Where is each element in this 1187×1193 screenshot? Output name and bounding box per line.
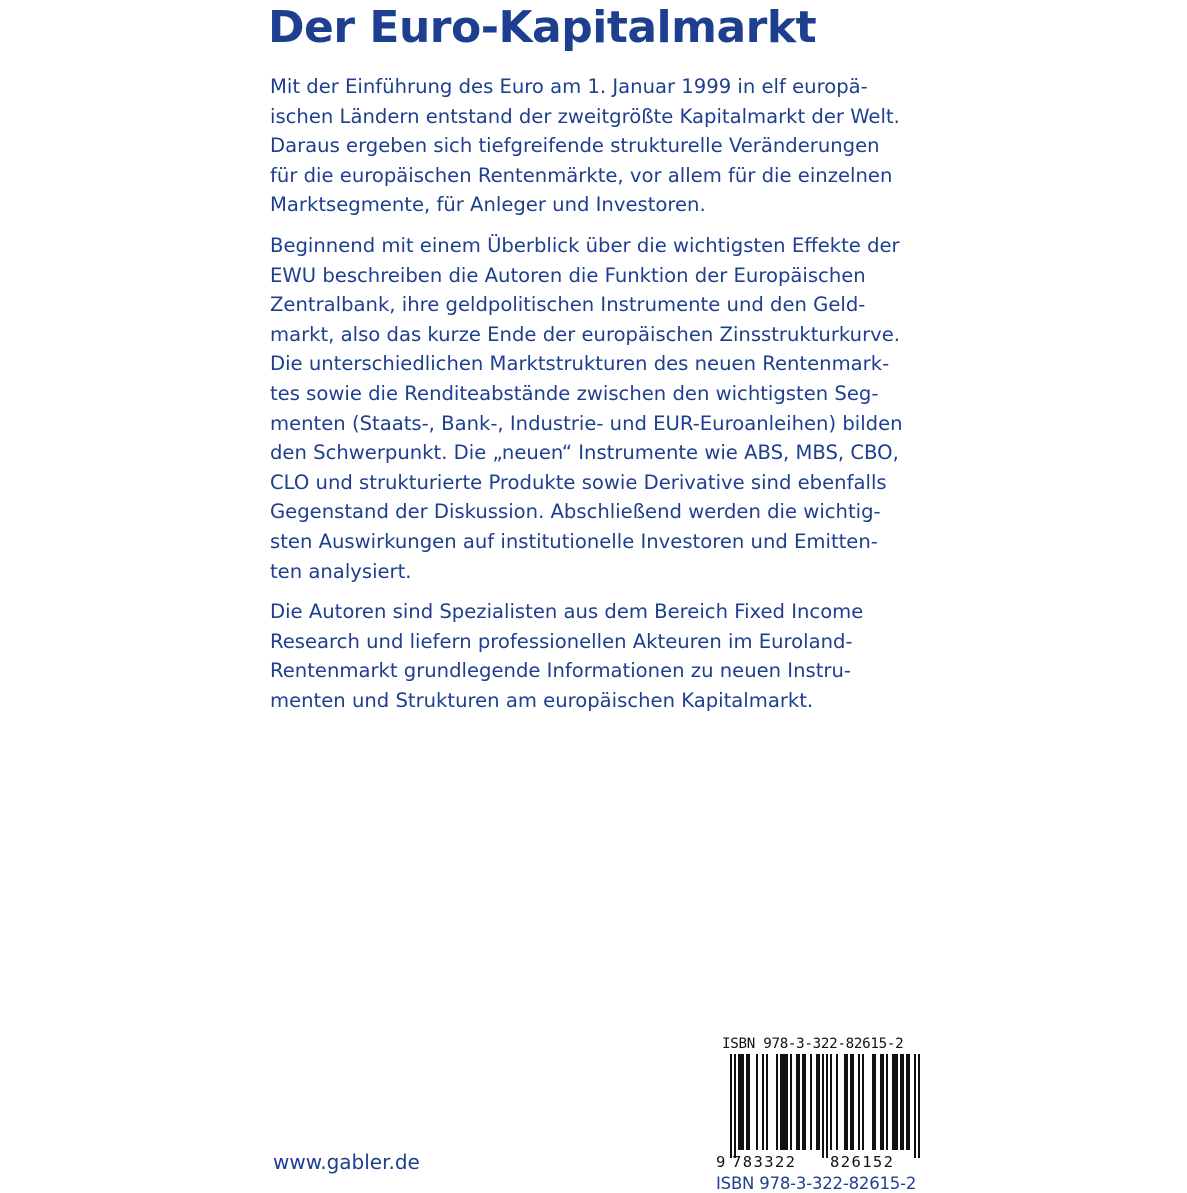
barcode-bar xyxy=(790,1054,792,1150)
barcode-bar xyxy=(886,1054,888,1150)
barcode-bar xyxy=(730,1054,732,1158)
text-line: Die Autoren sind Spezialisten aus dem Bereich Fixed Income xyxy=(270,600,864,624)
barcode-bar xyxy=(900,1054,904,1150)
barcode-bar xyxy=(880,1054,884,1150)
barcode-bar xyxy=(762,1054,764,1150)
text-line: markt, also das kurze Ende der europäischen Zinsstrukturkurve. xyxy=(270,322,901,346)
barcode-bar xyxy=(738,1054,744,1150)
text-line: tes sowie die Renditeabstände zwischen den wichtigsten Seg- xyxy=(270,381,879,405)
barcode-bar xyxy=(892,1054,898,1150)
barcode-bar xyxy=(858,1054,860,1150)
barcode-bar xyxy=(850,1054,854,1150)
text-line: Zentralbank, ihre geldpolitischen Instrumente und den Geld- xyxy=(270,293,866,317)
blurb-text xyxy=(270,72,920,726)
paragraph-content xyxy=(270,231,920,586)
text-line: Research und liefern professionellen Akteuren im Euroland- xyxy=(270,629,853,653)
barcode-bar xyxy=(816,1054,820,1150)
isbn-barcode xyxy=(716,1036,938,1193)
barcode-bar xyxy=(836,1054,838,1150)
barcode-bar xyxy=(756,1054,758,1150)
text-line: Die unterschiedlichen Marktstrukturen des neuen Rentenmark- xyxy=(270,352,890,376)
barcode-bar xyxy=(802,1054,806,1150)
paragraph-authors xyxy=(270,597,920,715)
book-title: Der Euro-Kapitalmarkt xyxy=(268,2,817,53)
barcode-bar xyxy=(796,1054,800,1150)
barcode-bar xyxy=(830,1054,832,1150)
barcode-bar xyxy=(862,1054,864,1150)
text-line: Mit der Einführung des Euro am 1. Januar 1999 in elf europä- xyxy=(270,75,868,98)
barcode-bar xyxy=(918,1054,920,1158)
barcode-bar xyxy=(810,1054,812,1150)
barcode-bar xyxy=(746,1054,750,1150)
text-line: CLO und strukturierte Produkte sowie Derivative sind ebenfalls xyxy=(270,470,887,494)
isbn-label-top: ISBN 978-3-322-82615-2 xyxy=(722,1036,904,1052)
barcode-bar xyxy=(780,1054,788,1150)
text-line: Beginnend mit einem Überblick über die wichtigsten Effekte der xyxy=(270,233,900,257)
text-line: Marktsegmente, für Anleger und Investoren. xyxy=(270,193,706,217)
barcode-bars xyxy=(730,1054,920,1158)
text-line: menten (Staats-, Bank-, Industrie- und EUR-Euroanleihen) bilden xyxy=(270,411,903,435)
paragraph-intro xyxy=(270,72,920,220)
text-line: Rentenmarkt grundlegende Informationen zu neuen Instru- xyxy=(270,659,851,683)
ean-digits-left: 783322 xyxy=(732,1153,797,1170)
barcode-bar xyxy=(844,1054,848,1150)
text-line: Daraus ergeben sich tiefgreifende strukturelle Veränderungen xyxy=(270,134,880,158)
barcode-graphic xyxy=(716,1054,938,1170)
text-line: für die europäischen Rentenmärkte, vor allem für die einzelnen xyxy=(270,163,893,187)
text-line: menten und Strukturen am europäischen Kapitalmarkt. xyxy=(270,688,814,712)
text-line: sten Auswirkungen auf institutionelle Investoren und Emitten- xyxy=(270,529,878,553)
barcode-bar xyxy=(906,1054,910,1150)
ean-digit-first: 9 xyxy=(716,1153,726,1170)
isbn-label-bottom: ISBN 978-3-322-82615-2 xyxy=(716,1174,917,1193)
barcode-bar xyxy=(734,1054,736,1158)
barcode-bar xyxy=(914,1054,916,1158)
text-line: Gegenstand der Diskussion. Abschließend werden die wichtig- xyxy=(270,500,881,524)
barcode-bar xyxy=(822,1054,824,1158)
text-line: den Schwerpunkt. Die „neuen“ Instrumente wie ABS, MBS, CBO, xyxy=(270,441,899,465)
text-line: EWU beschreiben die Autoren die Funktion der Europäischen xyxy=(270,263,866,287)
text-line: ten analysiert. xyxy=(270,559,412,583)
ean-digits-right: 826152 xyxy=(830,1153,895,1170)
text-line: ischen Ländern entstand der zweitgrößte Kapitalmarkt der Welt. xyxy=(270,104,900,128)
barcode-bar xyxy=(872,1054,876,1150)
barcode-bar xyxy=(776,1054,778,1150)
barcode-bar xyxy=(826,1054,828,1158)
publisher-website: www.gabler.de xyxy=(273,1150,420,1174)
barcode-bar xyxy=(766,1054,768,1150)
